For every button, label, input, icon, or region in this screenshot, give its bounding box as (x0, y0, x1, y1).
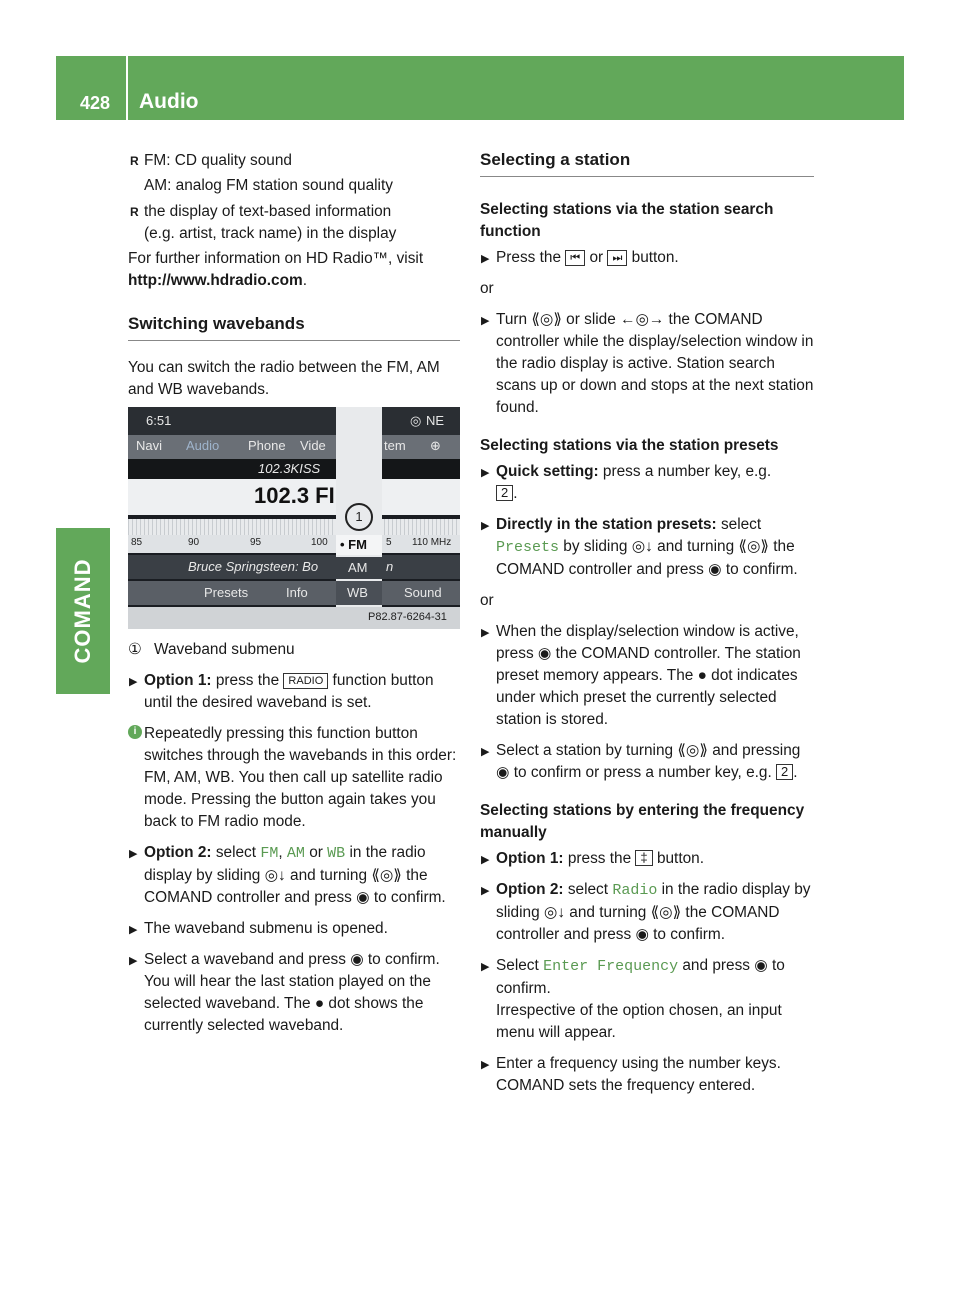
heading-frequency-manual: Selecting stations by entering the frequency manually (480, 802, 805, 841)
seek-forward-icon: ⏭ (607, 250, 627, 266)
screen-menu-video: Vide (300, 438, 326, 453)
screen-menu-phone: Phone (248, 438, 286, 453)
seek-back-icon: ⏮ (565, 250, 585, 266)
number-key-icon: 2 (496, 485, 513, 501)
screen-frequency: 102.3 FI (254, 483, 335, 508)
option-radio: Radio (612, 882, 658, 899)
heading-switching-wavebands: Switching wavebands (128, 314, 460, 341)
heading-selecting-station: Selecting a station (480, 150, 814, 177)
screen-menu-system: tem (384, 438, 406, 453)
screen-sound: Sound (404, 585, 442, 600)
step-select-waveband: ▶ Select a waveband and press ◉ to confirm. (128, 949, 460, 971)
hdradio-url-line: http://www.hdradio.com. (128, 272, 307, 289)
scale-95: 95 (250, 537, 262, 548)
screen-menu-audio: Audio (186, 438, 220, 453)
waveband-am: AM (348, 560, 368, 575)
option-wb: WB (327, 845, 346, 862)
switch-intro: You can switch the radio between the FM, AM and WB wavebands. (128, 359, 440, 398)
bullet-am: AM: analog FM station sound quality (144, 177, 393, 194)
bullet-fm: R FM: CD quality sound (128, 150, 460, 172)
section-title: Audio (139, 90, 199, 113)
step-select-note: You will hear the last station played on the selected waveband. The ● dot shows the currently selected waveband. (144, 973, 431, 1034)
scale-110: 110 MHz (412, 537, 452, 548)
info-icon: i (128, 725, 142, 739)
right-column (480, 150, 814, 1097)
or-separator-1: or (480, 280, 494, 297)
caption: ① Waveband submenu (128, 639, 460, 661)
screen-station-name: 102.3KISS (258, 461, 321, 476)
enter-note: Irrespective of the option chosen, an input menu will appear. (496, 1002, 782, 1041)
heading-station-search: Selecting stations via the station search function (480, 201, 774, 240)
scale-105: 5 (386, 537, 392, 548)
freq-option-1: ▶ Option 1: press the ‡ button. (480, 848, 814, 870)
step-press-seek: ▶ Press the ⏮ or ⏭ button. (480, 247, 814, 269)
screen-now-playing: Bruce Springsteen: Bo (188, 559, 319, 574)
step-quick-setting: ▶ Quick setting: press a number key, e.g. 2 . (480, 461, 814, 505)
scale-100: 100 (311, 537, 328, 548)
waveband-wb: WB (347, 585, 368, 600)
screen-menu-navi: Navi (136, 438, 163, 453)
screen-time: 6:51 (146, 413, 172, 428)
number-keys-note: COMAND sets the frequency entered. (496, 1077, 756, 1094)
option-enter-frequency: Enter Frequency (543, 958, 679, 975)
screen-info: Info (286, 585, 308, 600)
option-am: AM (286, 845, 305, 862)
scale-85: 85 (131, 537, 143, 548)
compass-icon: ◎ (410, 413, 422, 428)
radio-screenshot (128, 407, 460, 629)
step-direct-presets: ▶ Directly in the station presets: select Presets by sliding ◎↓ and turning ⟪◎⟫ the COMAND controller and press ◉ to confirm. (480, 514, 814, 581)
info-note: i Repeatedly pressing this function button switches through the wavebands in this order: FM, AM, WB. You then call up satellite radio mode. Pressing the button again takes you back to FM radio mode. (128, 723, 460, 833)
option-1: ▶ Option 1: press the RADIO function button until the desired waveband is set. (128, 670, 460, 714)
further-info: For further information on HD Radio™, visit (128, 250, 424, 267)
bullet-display-cont: (e.g. artist, track name) in the display (144, 225, 397, 242)
waveband-fm: • FM (340, 537, 367, 552)
step-number-keys: ▶ Enter a frequency using the number keys. (480, 1053, 814, 1075)
screen-now-playing-tail: n (386, 559, 394, 574)
callout-1: 1 (345, 503, 373, 531)
screen-presets: Presets (204, 585, 249, 600)
bullet-display: R the display of text-based information (128, 201, 460, 223)
globe-icon: ⊕ (430, 438, 441, 453)
hdradio-url[interactable]: http://www.hdradio.com (128, 272, 303, 289)
frequency-key-icon: ‡ (635, 850, 652, 866)
radio-key-icon: RADIO (283, 673, 328, 689)
scale-90: 90 (188, 537, 200, 548)
page-number: 428 (80, 93, 111, 113)
option-2: ▶ Option 2: select FM, AM or WB in the radio display by sliding ◎↓ and turning ⟪◎⟫ the COMAND controller and press ◉ to confirm. (128, 842, 460, 909)
step-select-turn: ▶ Select a station by turning ⟪◎⟫ and pressing ◉ to confirm or press a number key, e.g. 2 . (480, 740, 814, 784)
heading-station-presets: Selecting stations via the station presets (480, 437, 779, 454)
freq-option-2: ▶ Option 2: select Radio in the radio display by sliding ◎↓ and turning ⟪◎⟫ the COMAND controller and press ◉ to confirm. (480, 879, 814, 946)
screen-compass: NE (426, 413, 445, 428)
option-fm: FM (260, 845, 279, 862)
number-key-icon-2: 2 (776, 764, 793, 780)
step-enter-frequency: ▶ Select Enter Frequency and press ◉ to confirm. (480, 955, 814, 1000)
or-separator-2: or (480, 592, 494, 609)
side-tab-label: COMAND (70, 558, 95, 664)
left-column (128, 150, 460, 1037)
image-ref: P82.87-6264-31 (368, 611, 447, 623)
step-opened: ▶ The waveband submenu is opened. (128, 918, 460, 940)
step-turn-controller: ▶ Turn ⟪◎⟫ or slide ←◎→ the COMAND controller while the display/selection window in the radio display is active. Station search scans up or down and stops at the next station found. (480, 309, 814, 419)
step-window-active: ▶ When the display/selection window is active, press ◉ the COMAND controller. The station preset memory appears. The ● dot indicates under which preset the currently selected station is stored. (480, 621, 814, 731)
option-presets: Presets (496, 539, 560, 556)
header-divider (126, 56, 128, 120)
caption-number: ① (128, 641, 142, 658)
